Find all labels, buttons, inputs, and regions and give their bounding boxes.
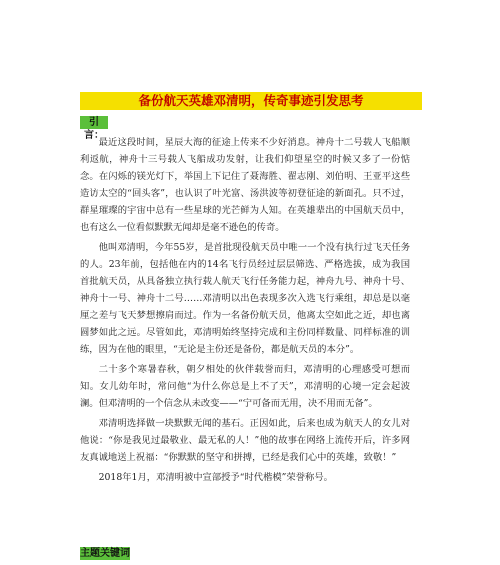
paragraph: 他叫邓清明，今年55岁，是首批现役航天员中唯一一个没有执行过飞天任务的人。23年前，包括他在内的14名飞行员经过层层筛选、严格选拔，成为我国首批航天员，从具备独立执行载人航天飞行任务能力起，神舟九号、神舟十号、神舟十一号、神舟十二号……邓清明以出色表现多次入选飞行乘组，却总是以毫厘之差与飞天梦想擦肩而过。作为一名备份航天员，他离太空如此之近，却也离圆梦如此之远。尽管如此，邓清明始终坚持完成和主份同样数量、同样标准的训练，因为在他的眼里，“无论是主份还是备份，都是航天员的本分”。 [80,242,410,355]
article-body [80,134,410,489]
paragraph: 最近这段时间，星辰大海的征途上传来不少好消息。神舟十二号载人飞船顺利返航，神舟十三号载人飞船成功发射，让我们仰望星空的时候又多了一份惦念。在闪烁的镁光灯下，举国上下记住了聂海胜、翟志刚、刘伯明、王亚平这些造访太空的“回头客”，也认识了叶光富、汤洪波等初登征途的新面孔。只不过，群星璀璨的宇宙中总有一些星球的光芒鲜为人知。在英雄辈出的中国航天员中，也有这么一位看似默默无闻却是毫不逊色的传奇。 [80,137,410,233]
paragraph: 2018年1月，邓清明被中宣部授予“时代楷模”荣誉称号。 [98,472,333,483]
keywords-label: 主题关键词 [80,548,130,559]
paragraph: 邓清明选择做一块默默无闻的基石。正因如此，后来也成为航天人的女儿对他说：“你是我见过最敬业、最无私的人！”他的故事在网络上流传开后，许多网友真诚地送上祝福：“你默默的坚守和拼搏，已经是我们心中的英雄，致敬！” [80,418,410,463]
document-title: 备份航天英雄邓清明，传奇事迹引发思考 [80,92,422,110]
intro-label: 引言： [80,116,108,129]
paragraph: 二十多个寒暑春秋，朝夕相处的伙伴载誉而归，邓清明的心理感受可想而知。女儿幼年时，常问他“为什么你总是上不了天”，邓清明的心境一定会起波澜。但邓清明的一个信念从未改变——“宁可备而无用，决不用而无备”。 [80,364,410,409]
